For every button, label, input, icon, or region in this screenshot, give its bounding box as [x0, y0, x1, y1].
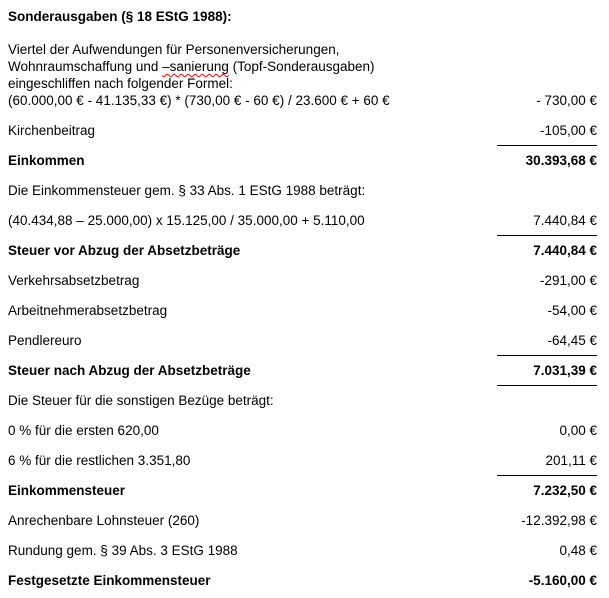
- paragraph-line-2-pre: Wohnraumschaffung und: [8, 59, 163, 74]
- row-tarif-formel: [8, 212, 597, 229]
- row-amount: 7.440,84 €: [533, 213, 597, 228]
- row-festgesetzte-einkommensteuer: [8, 572, 597, 589]
- row-amount: -291,00 €: [539, 273, 597, 288]
- paragraph-line-2: [8, 58, 597, 75]
- row-label: Pendlereuro: [8, 333, 82, 348]
- row-amount: 7.232,50 €: [533, 483, 597, 498]
- note-text: Die Einkommensteuer gem. § 33 Abs. 1 EStG 1988 beträgt:: [8, 183, 366, 198]
- sum-rule: [497, 235, 597, 236]
- row-amount: - 730,00 €: [536, 93, 597, 108]
- row-amount: 201,11 €: [545, 453, 597, 468]
- row-amount: -12.392,98 €: [521, 513, 597, 528]
- row-steuer-nach-abzug: [8, 362, 597, 379]
- row-label: Steuer vor Abzug der Absetzbeträge: [8, 243, 241, 258]
- row-amount: 7.440,84 €: [533, 243, 597, 258]
- row-sonstige-bezuege-6-prozent: [8, 452, 597, 469]
- row-amount: -105,00 €: [539, 123, 597, 138]
- row-anrechenbare-lohnsteuer: [8, 512, 597, 529]
- paragraph-line-2-post: (Topf-Sonderausgaben): [228, 59, 375, 74]
- row-amount: -54,00 €: [547, 303, 597, 318]
- row-label: Kirchenbeitrag: [8, 123, 96, 138]
- sum-rule: [497, 355, 597, 356]
- row-amount: 7.031,39 €: [533, 363, 597, 378]
- row-einkommen: [8, 152, 597, 169]
- row-pendlereuro: [8, 332, 597, 349]
- row-einkommensteuer: [8, 482, 597, 499]
- row-label: Einkommensteuer: [8, 483, 126, 498]
- row-label: Einkommen: [8, 153, 85, 168]
- row-amount: 0,00 €: [559, 423, 597, 438]
- paragraph-line-1: Viertel der Aufwendungen für Personenversicherungen,: [8, 42, 340, 57]
- sum-rule: [497, 385, 597, 386]
- row-topf-formel: [8, 92, 597, 109]
- topf-sonderausgaben-paragraph: [8, 41, 597, 109]
- row-amount: -64,45 €: [547, 333, 597, 348]
- note-text: Die Steuer für die sonstigen Bezüge beträgt:: [8, 393, 274, 408]
- row-amount: 0,48 €: [559, 543, 597, 558]
- row-label: Rundung gem. § 39 Abs. 3 EStG 1988: [8, 543, 238, 558]
- sum-rule: [497, 475, 597, 476]
- note-einkommensteuer-tarif: [8, 182, 597, 199]
- spellcheck-marked-word: –sanierung: [162, 59, 229, 74]
- row-label: (40.434,88 – 25.000,00) x 15.125,00 / 35.000,00 + 5.110,00: [8, 213, 365, 228]
- row-label: 6 % für die restlichen 3.351,80: [8, 453, 191, 468]
- note-sonstige-bezuege: [8, 392, 597, 409]
- paragraph-line-3: eingeschliffen nach folgender Formel:: [8, 76, 233, 91]
- row-label: (60.000,00 € - 41.135,33 €) * (730,00 € - 60 €) / 23.600 € + 60 €: [8, 93, 390, 108]
- row-rundung: [8, 542, 597, 559]
- row-steuer-vor-abzug: [8, 242, 597, 259]
- row-label: 0 % für die ersten 620,00: [8, 423, 159, 438]
- row-sonstige-bezuege-0-prozent: [8, 422, 597, 439]
- row-verkehrsabsetzbetrag: [8, 272, 597, 289]
- row-label: Arbeitnehmerabsetzbetrag: [8, 303, 168, 318]
- row-amount: -5.160,00 €: [528, 573, 597, 588]
- row-label: Verkehrsabsetzbetrag: [8, 273, 140, 288]
- row-arbeitnehmerabsetzbetrag: [8, 302, 597, 319]
- section-title: Sonderausgaben (§ 18 EStG 1988):: [8, 9, 232, 24]
- row-kirchenbeitrag: [8, 122, 597, 139]
- row-amount: 30.393,68 €: [525, 153, 597, 168]
- row-label: Steuer nach Abzug der Absetzbeträge: [8, 363, 251, 378]
- sum-rule: [497, 145, 597, 146]
- row-label: Anrechenbare Lohnsteuer (260): [8, 513, 200, 528]
- row-label: Festgesetzte Einkommensteuer: [8, 573, 211, 588]
